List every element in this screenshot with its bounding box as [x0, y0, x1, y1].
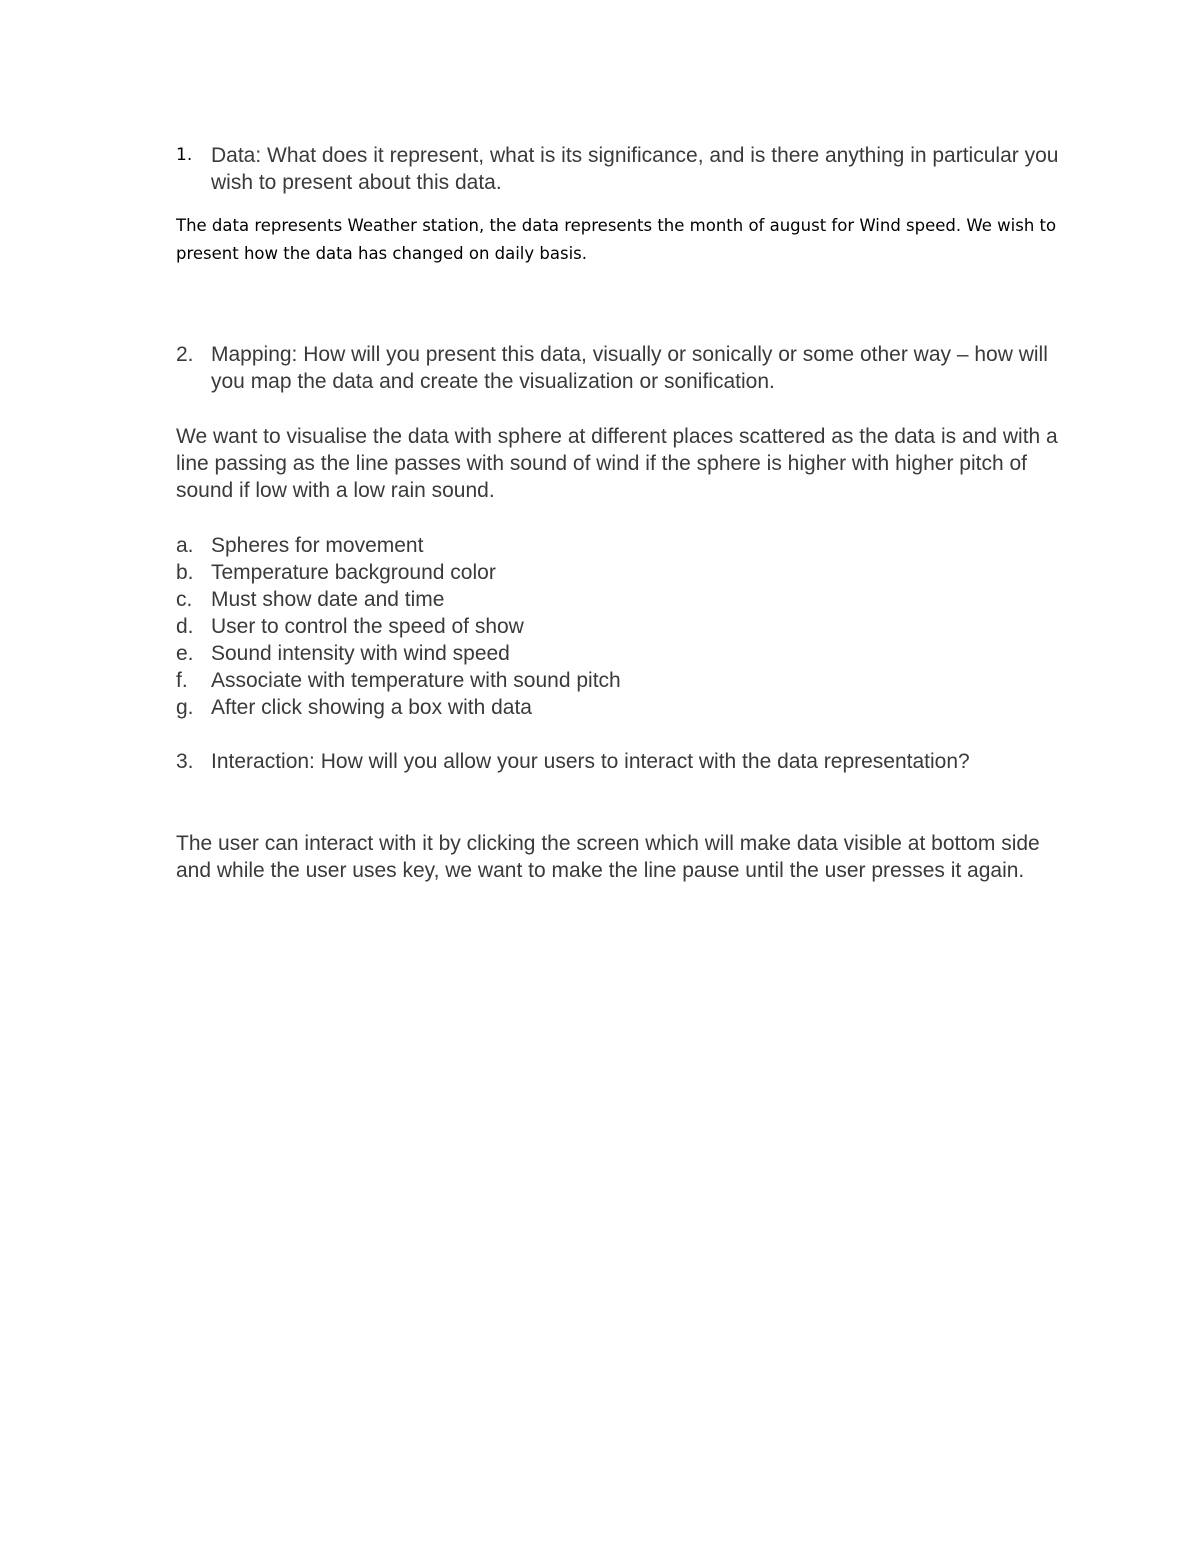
- question-1-number: 1.: [176, 145, 193, 165]
- question-3-number: 3.: [176, 750, 194, 773]
- list-item: f. Associate with temperature with sound pitch: [176, 669, 621, 692]
- question-1-text: Data: What does it represent, what is its significance, and is there anything in particular you wish to present about this data.: [211, 144, 1059, 194]
- list-item: a. Spheres for movement: [176, 534, 424, 557]
- list-item: d. User to control the speed of show: [176, 615, 524, 638]
- question-3-text: Interaction: How will you allow your users to interact with the data representation?: [211, 750, 970, 773]
- answer-2: We want to visualise the data with sphere at different places scattered as the data is and with a line passing as the line passes with sound of wind if the sphere is higher with higher pitch of sound if low with a low rain sound.: [176, 425, 1058, 502]
- requirements-list: [176, 532, 1076, 721]
- question-2: [176, 341, 1076, 395]
- answer-1: The data represents Weather station, the data represents the month of august for Wind speed. We wish to present how the data has changed on daily basis.: [176, 216, 1057, 263]
- list-item: c. Must show date and time: [176, 588, 445, 611]
- list-item: b. Temperature background color: [176, 561, 496, 584]
- question-2-number: 2.: [176, 343, 194, 366]
- question-2-text: Mapping: How will you present this data, visually or sonically or some other way – how will you map the data and create the visualization or sonification.: [211, 343, 1048, 393]
- list-item: e. Sound intensity with wind speed: [176, 642, 510, 665]
- question-3: [176, 748, 1076, 775]
- answer-3: The user can interact with it by clicking the screen which will make data visible at bottom side and while the user uses key, we want to make the line pause until the user presses it again.: [176, 832, 1040, 882]
- list-item: g. After click showing a box with data: [176, 696, 532, 719]
- question-1: [176, 142, 1076, 196]
